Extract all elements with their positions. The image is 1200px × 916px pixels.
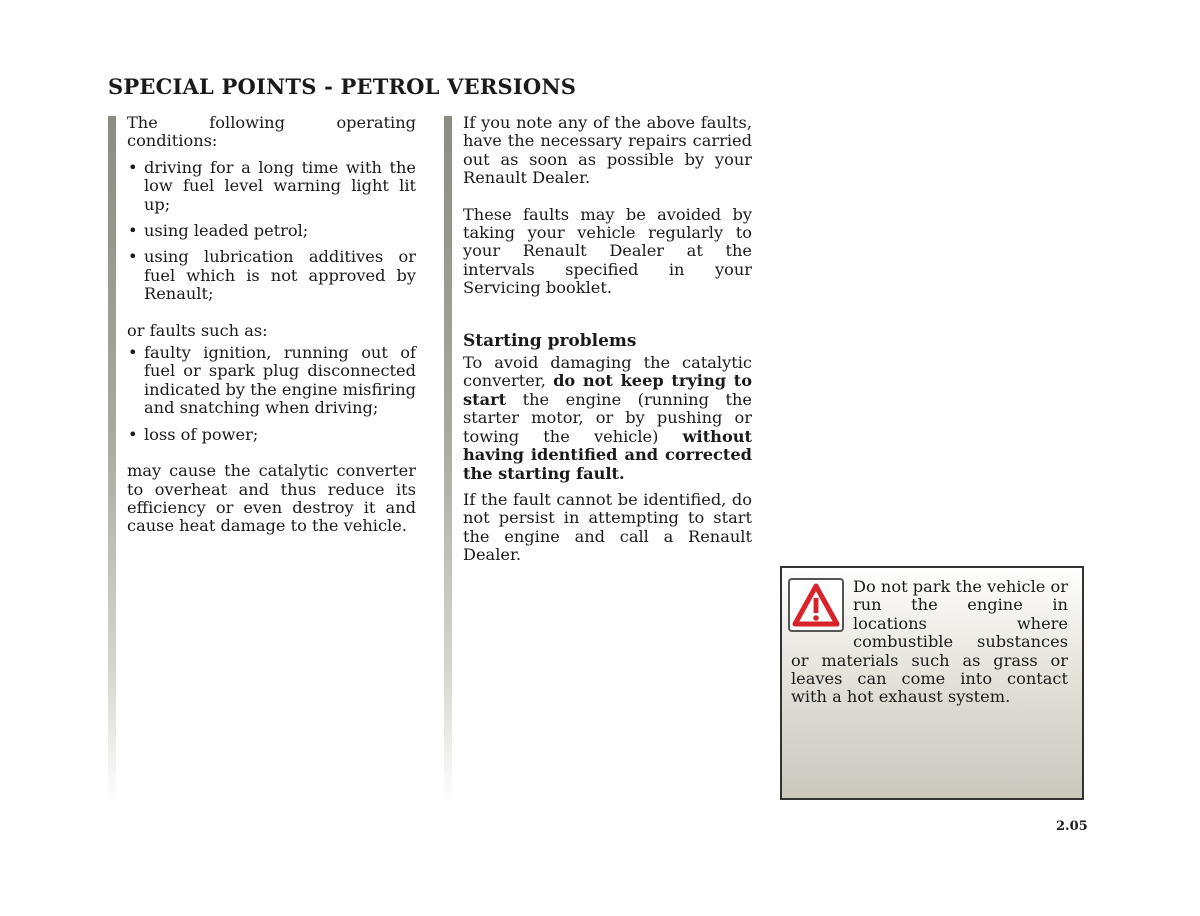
right-column	[463, 114, 752, 565]
warning-triangle-icon	[788, 578, 844, 632]
list-item: • faulty ignition, running out of fuel or spark plug disconnected indicated by the engine misfiring and snatching when driving;	[127, 344, 416, 418]
page-number: 2.05	[1056, 819, 1088, 834]
list-item: • using lubrication additives or fuel which is not approved by Renault;	[127, 248, 416, 303]
fault-paragraph: If the fault cannot be identified, do not persist in attempting to start the engine and call a Renault Dealer.	[463, 489, 752, 565]
right-column-bar	[444, 116, 452, 806]
list-item: • loss of power;	[127, 426, 416, 444]
warning-text: Do not park the vehicle or run the engine in locations where combustible substances or materials such as grass or leaves can come into contact with a hot exhaust system.	[791, 577, 1068, 707]
repairs-paragraph: If you note any of the above faults, have the necessary repairs carried out as soon as possible by your Renault Dealer.	[463, 113, 752, 188]
conditions-intro: The following operating conditions:	[127, 113, 416, 151]
servicing-paragraph: These faults may be avoided by taking your vehicle regularly to your Renault Dealer at the intervals specified in your Servicing booklet.	[463, 204, 752, 298]
section-heading: Starting problems	[463, 330, 637, 351]
text-run: To avoid damaging the catalytic converter,	[463, 353, 752, 391]
bold-run: without having identified and corrected the starting fault.	[463, 426, 752, 483]
page-title: SPECIAL POINTS - PETROL VERSIONS	[108, 74, 577, 99]
text-run: the engine (running the starter motor, or by pushing or towing the vehicle)	[463, 389, 752, 446]
starting-paragraph	[463, 354, 752, 483]
faults-list	[127, 344, 416, 444]
list-item: • driving for a long time with the low fuel level warning light lit up;	[127, 159, 416, 214]
warning-box	[780, 566, 1084, 800]
conditions-list	[127, 159, 416, 304]
bold-run: do not keep trying to start	[463, 371, 752, 409]
left-column	[127, 114, 416, 536]
left-column-bar	[108, 116, 116, 806]
list-item: • using leaded petrol;	[127, 222, 416, 240]
conclusion-text: may cause the catalytic converter to overheat and thus reduce its efficiency or even destroy it and cause heat damage to the vehicle.	[127, 461, 416, 536]
faults-intro: or faults such as:	[127, 320, 268, 340]
